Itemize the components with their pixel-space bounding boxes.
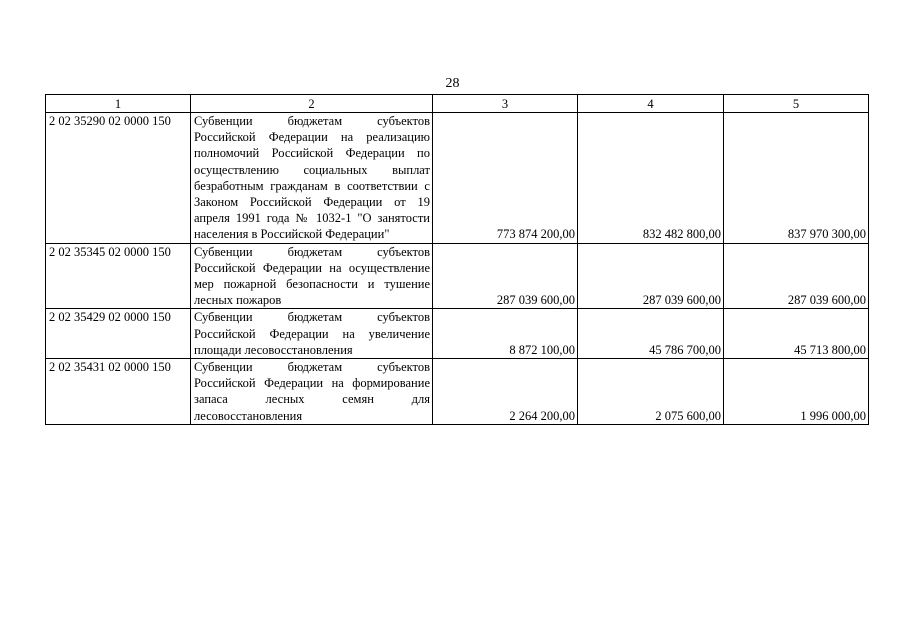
row-value-col4: 2 075 600,00 bbox=[578, 359, 724, 425]
row-value-col3: 773 874 200,00 bbox=[433, 113, 578, 244]
budget-table bbox=[45, 94, 869, 425]
column-header: 1 bbox=[46, 95, 191, 113]
row-value-col5: 837 970 300,00 bbox=[724, 113, 869, 244]
row-value-col3: 8 872 100,00 bbox=[433, 309, 578, 359]
row-name: Субвенции бюджетам субъектов Российской Федерации на увеличение площади лесовосстановления bbox=[191, 309, 433, 359]
row-code: 2 02 35290 02 0000 150 bbox=[46, 113, 191, 244]
row-code: 2 02 35431 02 0000 150 bbox=[46, 359, 191, 425]
table-header-row bbox=[46, 95, 869, 113]
table-row bbox=[46, 243, 869, 309]
column-header: 3 bbox=[433, 95, 578, 113]
row-name: Субвенции бюджетам субъектов Российской Федерации на формирование запаса лесных семян для лесовосстановления bbox=[191, 359, 433, 425]
column-header: 4 bbox=[578, 95, 724, 113]
column-header: 2 bbox=[191, 95, 433, 113]
row-value-col3: 2 264 200,00 bbox=[433, 359, 578, 425]
table-row bbox=[46, 113, 869, 244]
row-value-col5: 1 996 000,00 bbox=[724, 359, 869, 425]
row-name: Субвенции бюджетам субъектов Российской Федерации на реализацию полномочий Российской Федерации по осуществлению социальных выплат безработным гражданам в соответствии с Законом Российской Федерации от 19 апреля 1991 года № 1032-1 "О занятости населения в Российской Федерации" bbox=[191, 113, 433, 244]
row-code: 2 02 35429 02 0000 150 bbox=[46, 309, 191, 359]
row-value-col5: 287 039 600,00 bbox=[724, 243, 869, 309]
row-value-col3: 287 039 600,00 bbox=[433, 243, 578, 309]
row-value-col4: 287 039 600,00 bbox=[578, 243, 724, 309]
row-name: Субвенции бюджетам субъектов Российской Федерации на осуществление мер пожарной безопасности и тушение лесных пожаров bbox=[191, 243, 433, 309]
column-header: 5 bbox=[724, 95, 869, 113]
table-row bbox=[46, 359, 869, 425]
row-code: 2 02 35345 02 0000 150 bbox=[46, 243, 191, 309]
table-row bbox=[46, 309, 869, 359]
row-value-col4: 832 482 800,00 bbox=[578, 113, 724, 244]
page-number: 28 bbox=[445, 76, 460, 91]
row-value-col5: 45 713 800,00 bbox=[724, 309, 869, 359]
row-value-col4: 45 786 700,00 bbox=[578, 309, 724, 359]
